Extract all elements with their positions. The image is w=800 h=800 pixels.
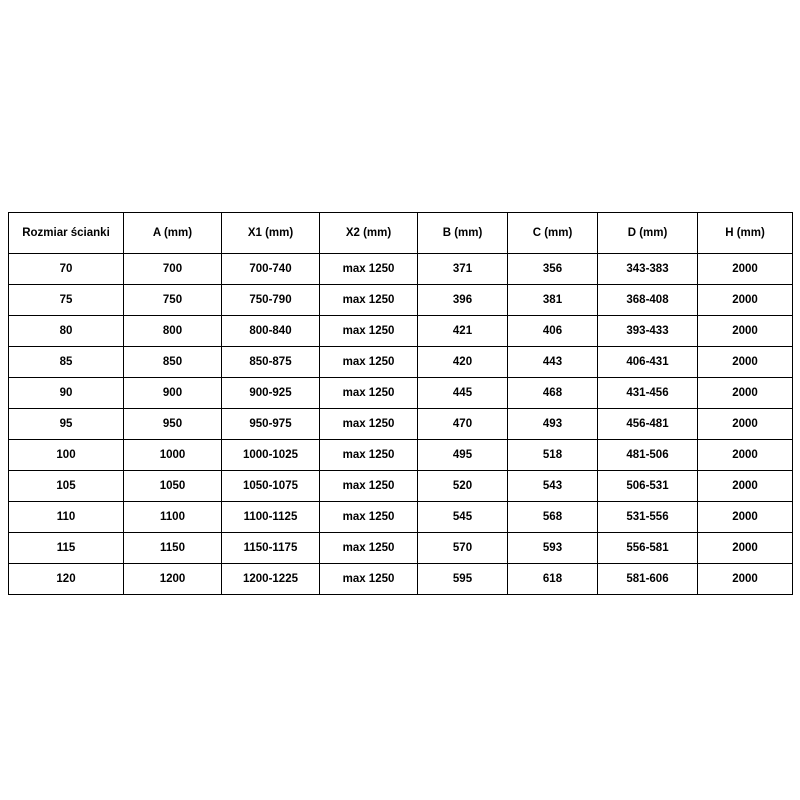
cell-rozmiar: 90 [9,378,124,409]
cell-b: 445 [418,378,508,409]
cell-h: 2000 [698,347,793,378]
column-header-c: C (mm) [508,213,598,254]
cell-rozmiar: 120 [9,564,124,595]
cell-x1: 750-790 [222,285,320,316]
specification-table [8,212,793,595]
cell-a: 1200 [124,564,222,595]
cell-b: 470 [418,409,508,440]
cell-h: 2000 [698,471,793,502]
cell-d: 581-606 [598,564,698,595]
cell-x1: 850-875 [222,347,320,378]
table-row [9,316,793,347]
table-row [9,564,793,595]
cell-d: 393-433 [598,316,698,347]
cell-h: 2000 [698,316,793,347]
cell-d: 506-531 [598,471,698,502]
table-row [9,533,793,564]
cell-a: 1000 [124,440,222,471]
cell-x1: 900-925 [222,378,320,409]
cell-x2: max 1250 [320,378,418,409]
cell-x2: max 1250 [320,347,418,378]
cell-c: 443 [508,347,598,378]
cell-h: 2000 [698,254,793,285]
table-row [9,471,793,502]
cell-c: 518 [508,440,598,471]
cell-c: 593 [508,533,598,564]
cell-h: 2000 [698,440,793,471]
cell-a: 1050 [124,471,222,502]
cell-d: 368-408 [598,285,698,316]
cell-c: 543 [508,471,598,502]
cell-a: 900 [124,378,222,409]
cell-x1: 1150-1175 [222,533,320,564]
cell-c: 618 [508,564,598,595]
cell-h: 2000 [698,409,793,440]
cell-b: 595 [418,564,508,595]
cell-b: 421 [418,316,508,347]
cell-d: 556-581 [598,533,698,564]
column-header-x1: X1 (mm) [222,213,320,254]
cell-x2: max 1250 [320,471,418,502]
column-header-x2: X2 (mm) [320,213,418,254]
cell-d: 481-506 [598,440,698,471]
cell-rozmiar: 80 [9,316,124,347]
cell-rozmiar: 105 [9,471,124,502]
cell-d: 406-431 [598,347,698,378]
cell-h: 2000 [698,378,793,409]
cell-a: 800 [124,316,222,347]
cell-a: 850 [124,347,222,378]
cell-c: 356 [508,254,598,285]
cell-x2: max 1250 [320,533,418,564]
table-row [9,502,793,533]
column-header-rozmiar-scianki: Rozmiar ścianki [9,213,124,254]
table-row [9,440,793,471]
table-row [9,347,793,378]
column-header-a: A (mm) [124,213,222,254]
cell-h: 2000 [698,502,793,533]
cell-rozmiar: 75 [9,285,124,316]
cell-d: 531-556 [598,502,698,533]
cell-b: 520 [418,471,508,502]
cell-x1: 1100-1125 [222,502,320,533]
cell-d: 343-383 [598,254,698,285]
cell-x2: max 1250 [320,254,418,285]
cell-x1: 700-740 [222,254,320,285]
cell-rozmiar: 70 [9,254,124,285]
cell-b: 495 [418,440,508,471]
cell-b: 570 [418,533,508,564]
table-header-row [9,213,793,254]
cell-rozmiar: 95 [9,409,124,440]
cell-x2: max 1250 [320,440,418,471]
cell-x1: 1000-1025 [222,440,320,471]
cell-d: 431-456 [598,378,698,409]
cell-a: 700 [124,254,222,285]
cell-c: 493 [508,409,598,440]
table-row [9,285,793,316]
table-row [9,378,793,409]
cell-c: 381 [508,285,598,316]
cell-x1: 950-975 [222,409,320,440]
cell-x1: 800-840 [222,316,320,347]
cell-a: 750 [124,285,222,316]
cell-c: 406 [508,316,598,347]
column-header-h: H (mm) [698,213,793,254]
cell-x1: 1050-1075 [222,471,320,502]
cell-h: 2000 [698,564,793,595]
cell-b: 396 [418,285,508,316]
cell-a: 1100 [124,502,222,533]
cell-d: 456-481 [598,409,698,440]
column-header-d: D (mm) [598,213,698,254]
cell-x2: max 1250 [320,502,418,533]
cell-h: 2000 [698,285,793,316]
cell-rozmiar: 85 [9,347,124,378]
cell-b: 545 [418,502,508,533]
cell-c: 468 [508,378,598,409]
cell-x1: 1200-1225 [222,564,320,595]
cell-rozmiar: 110 [9,502,124,533]
cell-c: 568 [508,502,598,533]
cell-rozmiar: 115 [9,533,124,564]
cell-x2: max 1250 [320,564,418,595]
cell-b: 371 [418,254,508,285]
cell-x2: max 1250 [320,409,418,440]
cell-x2: max 1250 [320,316,418,347]
cell-x2: max 1250 [320,285,418,316]
cell-h: 2000 [698,533,793,564]
cell-rozmiar: 100 [9,440,124,471]
cell-a: 950 [124,409,222,440]
table-row [9,254,793,285]
cell-a: 1150 [124,533,222,564]
column-header-b: B (mm) [418,213,508,254]
table-row [9,409,793,440]
cell-b: 420 [418,347,508,378]
spec-table-container [8,212,792,595]
